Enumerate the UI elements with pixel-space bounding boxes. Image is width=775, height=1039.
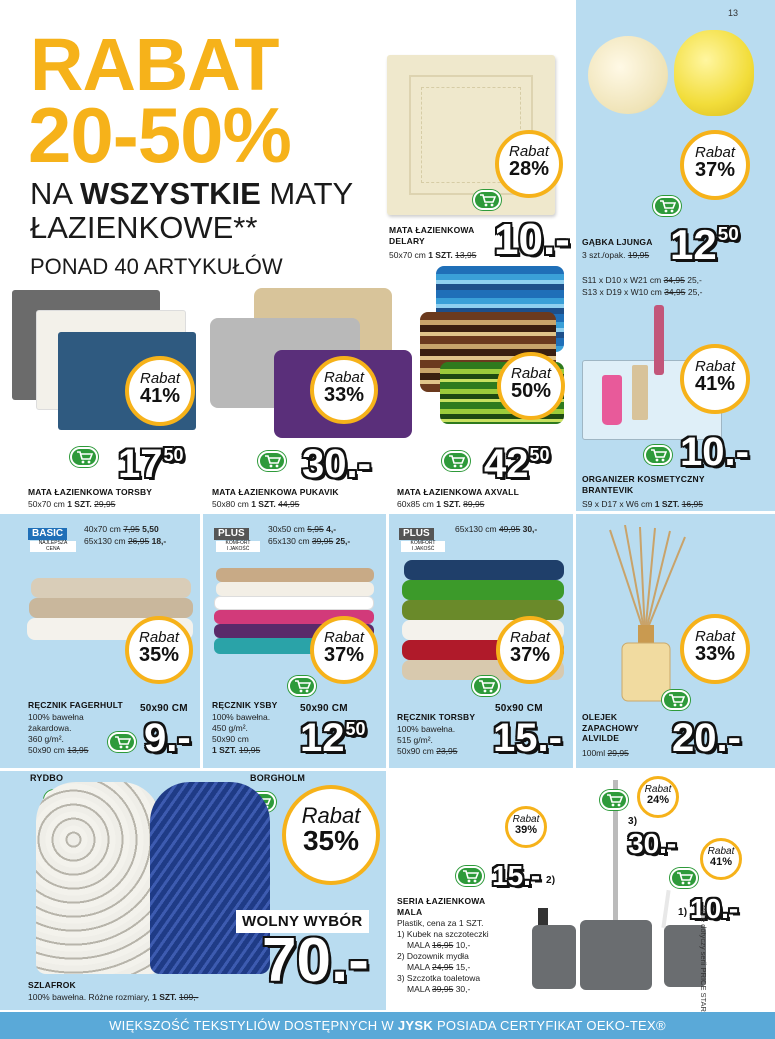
mala-discount-bubble-2: Rabat 24% — [637, 776, 679, 818]
torsby-mat-discount-bubble: Rabat 41% — [125, 356, 195, 426]
axvall-discount-bubble: Rabat 50% — [497, 352, 565, 420]
torsby-towel-size1: 65x130 cm 49,95 30,- — [455, 524, 538, 534]
headline-sub1: NA WSZYSTKIE MATY — [30, 176, 354, 211]
brantevik-price: 10.- — [680, 430, 749, 474]
szlafrok-name: SZLAFROK — [28, 980, 76, 990]
gabka-name: GĄBKA LJUNGA — [582, 237, 653, 247]
gabka-discount-bubble: Rabat 37% — [680, 130, 750, 200]
mala-price-2: 15.- — [492, 860, 541, 891]
torsby-mat-price: $17^{50}$ — [118, 442, 184, 486]
rabat-label: Rabat — [508, 143, 550, 160]
cart-icon — [472, 676, 500, 696]
pukavik-price: 30.- — [302, 442, 371, 486]
ysby-name: RĘCZNIK YSBY — [212, 700, 278, 710]
pukavik-name: MATA ŁAZIENKOWA PUKAVIK — [212, 487, 339, 497]
cart-icon — [288, 676, 316, 696]
diffuser-image — [600, 525, 690, 710]
headline-percent: 20-50% — [28, 91, 291, 179]
ysby-price: $12^{50}$ — [300, 716, 366, 760]
cart-icon — [670, 868, 698, 888]
divider — [573, 514, 576, 770]
mala-discount-bubble-3: Rabat 41% — [700, 838, 742, 880]
pukavik-desc: 50x80 cm 1 SZT. 44,95 — [212, 499, 300, 509]
alvilde-price: 20.- — [672, 716, 741, 760]
brantevik-name: ORGANIZER KOSMETYCZNY BRANTEVIK — [582, 474, 705, 495]
cart-icon — [442, 451, 470, 471]
fagerhult-name: RĘCZNIK FAGERHULT — [28, 700, 123, 710]
mala-price-1-num: 1) — [678, 907, 688, 918]
axvall-desc: 60x85 cm 1 SZT. 89,95 — [397, 499, 485, 509]
cart-icon — [662, 690, 690, 710]
rydbo-label: RYDBO — [30, 773, 64, 783]
fagerhult-size-label: 50x90 CM — [140, 703, 188, 714]
mala-price-3: 30.- — [628, 828, 677, 859]
torsby-towel-desc: 100% bawełna. 515 g/m². 50x90 cm 23,95 — [397, 724, 458, 757]
headline-rabat: RABAT — [30, 23, 279, 106]
ysby-discount-bubble: Rabat 37% — [310, 616, 378, 684]
borgholm-label: BORGHOLM — [250, 773, 306, 783]
alvilde-name: OLEJEK ZAPACHOWY ALVILDE — [582, 712, 639, 744]
plus-badge: PLUS — [399, 528, 434, 540]
delary-name: MATA ŁAZIENKOWA DELARY — [389, 225, 475, 246]
axvall-price: $42^{50}$ — [484, 442, 550, 486]
page-number: 13 — [728, 8, 739, 18]
torsby-mat-desc: 50x70 cm 1 SZT. 29,95 — [28, 499, 116, 509]
alvilde-desc: 100ml 29,95 — [582, 748, 629, 758]
gabka-desc: 3 szt./opak. 19,95 — [582, 250, 650, 260]
mala-price-2-num: 2) — [546, 875, 556, 886]
alvilde-discount-bubble: Rabat 33% — [680, 614, 750, 684]
cart-icon — [653, 196, 681, 216]
divider — [386, 514, 389, 770]
fagerhult-size2: 65x130 cm 26,95 18,- — [84, 536, 167, 546]
axvall-name: MATA ŁAZIENKOWA AXVALL — [397, 487, 519, 497]
ysby-size1: 30x50 cm 5,95 4,- — [268, 524, 337, 534]
cart-icon — [600, 790, 628, 810]
delary-price: 10.- — [494, 215, 570, 264]
fagerhult-price: 9.- — [144, 716, 191, 760]
mala-desc: Plastik, cena za 1 SZT. 1) Kubek na szczoteczki MALA 16,95 10,- 2) Dozownik mydła MALA 24,95 15,- 3) Szczotka toaletowa MALA 39,95 30,- — [397, 918, 489, 995]
fagerhult-size1: 40x70 cm 7,95 5,50 — [84, 524, 159, 534]
divider — [573, 0, 576, 513]
delary-discount-bubble: Rabat 28% — [495, 130, 563, 198]
ysby-size-label: 50x90 CM — [300, 703, 348, 714]
fagerhult-desc: 100% bawełna żakardowa. 360 g/m². 50x90 cm 13,95 — [28, 712, 89, 756]
divider — [200, 514, 203, 770]
torsby-towel-discount-bubble: Rabat 37% — [496, 616, 564, 684]
gabka-price: $12^{50}$ — [670, 221, 739, 268]
mala-name: SERIA ŁAZIENKOWA MALA — [397, 896, 486, 917]
delary-desc: 50x70 cm 1 SZT. 13,95 — [389, 250, 477, 260]
ysby-desc: 100% bawełna. 450 g/m². 50x90 cm 1 SZT. 19,95 — [212, 712, 271, 756]
brantevik-desc: S9 x D17 x W6 cm 1 SZT. 16,95 — [582, 499, 703, 509]
plus-badge-sub: KOMFORT I JAKOŚĆ — [216, 541, 260, 552]
borgholm-robe-image — [150, 782, 270, 974]
mala-price-3-num: 3) — [628, 816, 638, 827]
torsby-towel-price: 15.- — [493, 716, 562, 760]
torsby-towel-size-label: 50x90 CM — [495, 703, 543, 714]
cart-icon — [644, 445, 672, 465]
side-note: **Nie dotyczy serii PRICE STAR — [699, 905, 708, 1012]
szlafrok-desc: 100% bawełna. Różne rozmiary, 1 SZT. 109,- — [28, 992, 199, 1002]
headline-sub3: PONAD 40 ARTYKUŁÓW — [30, 254, 283, 279]
basic-badge-sub: NAJLEPSZA CENA — [30, 541, 76, 552]
footer-bar: WIĘKSZOŚĆ TEKSTYLIÓW DOSTĘPNYCH W JYSK POSIADA CERTYFIKAT OEKO-TEX® — [0, 1012, 775, 1039]
brantevik-discount-bubble: Rabat 41% — [680, 344, 750, 414]
sponge-image — [582, 28, 762, 123]
cart-icon — [456, 866, 484, 886]
cart-icon — [258, 451, 286, 471]
szlafrok-discount-bubble: Rabat 35% — [282, 785, 380, 885]
torsby-towel-name: RĘCZNIK TORSBY — [397, 712, 476, 722]
mala-price-1: 10.- — [690, 893, 739, 924]
rydbo-robe-image — [36, 782, 161, 974]
plus-badge-sub: KOMFORT I JAKOŚĆ — [401, 541, 445, 552]
cart-icon — [70, 447, 98, 467]
gabka-size1: S11 x D10 x W21 cm 34,95 25,- — [582, 275, 702, 285]
divider — [386, 770, 388, 1010]
headline-sub2: ŁAZIENKOWE** — [30, 210, 258, 245]
ysby-size2: 65x130 cm 39,95 25,- — [268, 536, 351, 546]
mala-discount-bubble-1: Rabat 39% — [505, 806, 547, 848]
basic-badge: BASIC — [28, 528, 67, 540]
free-choice-label: WOLNY WYBÓR — [236, 910, 369, 933]
pukavik-mat-image — [210, 288, 415, 438]
pukavik-discount-bubble: Rabat 33% — [310, 356, 378, 424]
fagerhult-discount-bubble: Rabat 35% — [125, 616, 193, 684]
szlafrok-price: 70.- — [262, 926, 369, 995]
cart-icon — [473, 190, 501, 210]
cart-icon — [108, 732, 136, 752]
gabka-size2: S13 x D19 x W10 cm 34,95 25,- — [582, 287, 703, 297]
plus-badge: PLUS — [214, 528, 249, 540]
torsby-mat-name: MATA ŁAZIENKOWA TORSBY — [28, 487, 153, 497]
